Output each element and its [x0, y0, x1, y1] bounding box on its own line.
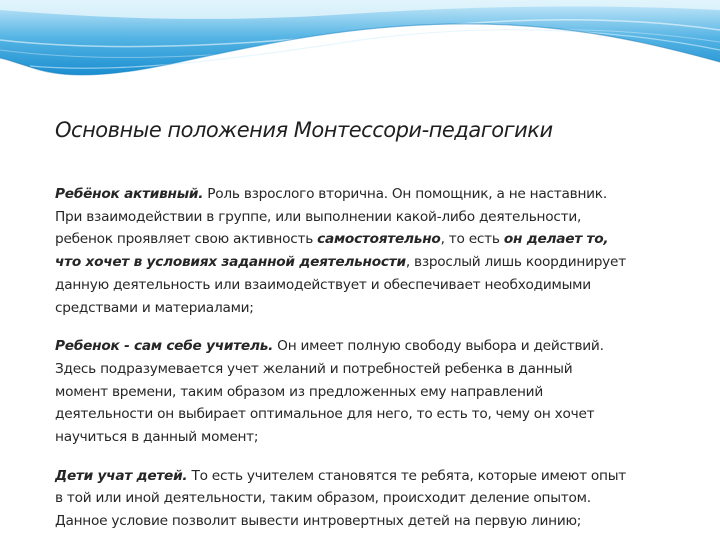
emphasis-text: что хочет в условиях заданной деятельности: [55, 254, 406, 271]
body-text: данную деятельность или взаимодействует и обеспечивает необходимыми: [55, 276, 591, 293]
body-paragraph: [55, 335, 705, 449]
body-text: Данное условие позволит вывести интровертных детей на первую линию;: [55, 513, 582, 530]
body-text: , то есть: [440, 231, 504, 248]
paragraph-line: [55, 228, 705, 251]
body-paragraph: [55, 183, 705, 319]
body-paragraph: [55, 465, 705, 533]
paragraph-line: [55, 487, 705, 510]
emphasis-text: Ребенок - сам себе учитель.: [55, 338, 274, 355]
body-text: Он имеет полную свободу выбора и действий.: [273, 338, 604, 355]
paragraph-line: [55, 274, 705, 297]
paragraph-line: [55, 403, 705, 426]
body-text: деятельности он выбирает оптимальное для него, то есть то, чему он хочет: [55, 406, 595, 423]
emphasis-text: Ребёнок активный.: [55, 186, 204, 202]
emphasis-text: самостоятельно: [317, 231, 441, 248]
paragraph-line: [55, 358, 705, 381]
body-text: научиться в данный момент;: [55, 429, 259, 446]
body-text: момент времени, таким образом из предложенных ему направлений: [55, 383, 543, 400]
slide-title: Основные положения Монтессори-педагогики: [55, 118, 553, 142]
paragraph-line: [55, 510, 705, 533]
body-text: средствами и материалами;: [55, 299, 254, 316]
slide-body: [55, 183, 705, 533]
body-text: , взрослый лишь координирует: [405, 254, 626, 271]
body-text: ребенок проявляет свою активность: [55, 231, 318, 248]
paragraph-line: [55, 206, 705, 229]
body-text: Здесь подразумевается учет желаний и потребностей ребенка в данный: [55, 360, 573, 377]
body-text: Роль взрослого вторична. Он помощник, а не наставник.: [203, 186, 607, 202]
body-text: в той или иной деятельности, таким образом, происходит деление опытом.: [55, 490, 591, 507]
paragraph-line: [55, 251, 705, 274]
paragraph-line: [55, 381, 705, 404]
emphasis-text: он делает то,: [503, 231, 609, 248]
paragraph-line: [55, 465, 705, 488]
header-wave-band: [0, 0, 720, 120]
paragraph-line: [55, 426, 705, 449]
emphasis-text: Дети учат детей.: [55, 467, 188, 484]
body-text: То есть учителем становятся те ребята, которые имеют опыт: [187, 467, 627, 484]
paragraph-line: [55, 183, 705, 206]
paragraph-line: [55, 335, 705, 358]
body-text: При взаимодействии в группе, или выполнении какой-либо деятельности,: [55, 208, 582, 225]
paragraph-line: [55, 297, 705, 320]
